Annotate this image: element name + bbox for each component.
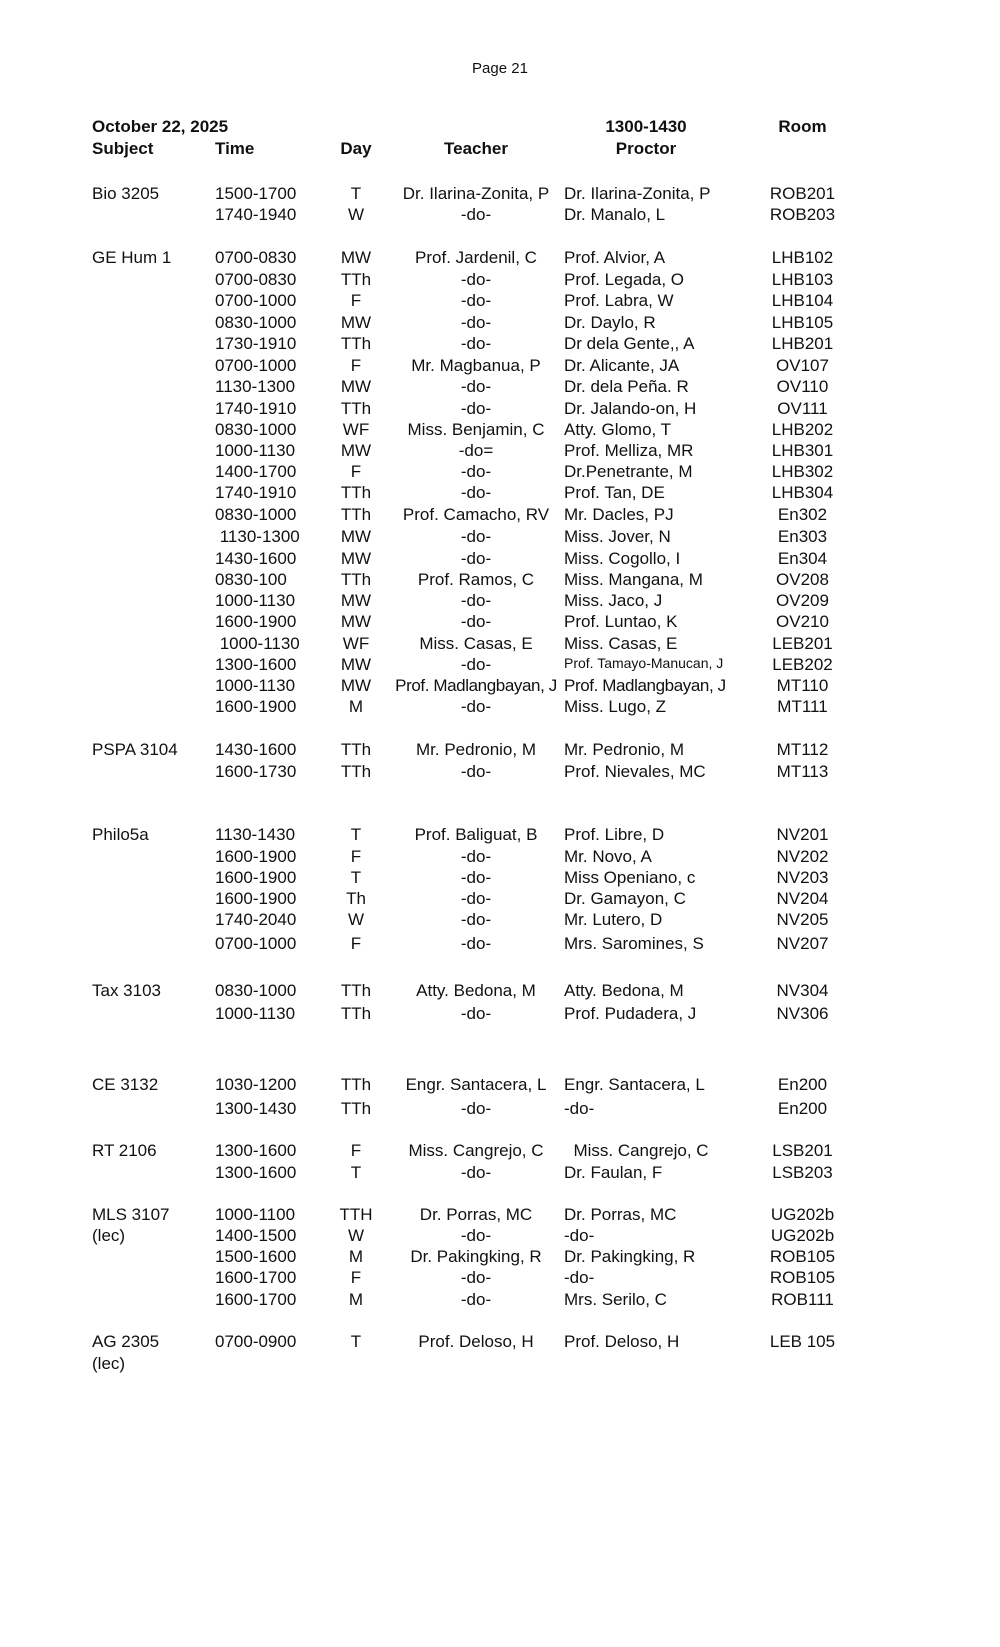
proctor-cell: Atty. Bedona, M [564, 981, 684, 1000]
proctor-cell: Dr. Faulan, F [564, 1163, 663, 1182]
time-cell: 1400-1500 [215, 1226, 297, 1245]
day-cell: TTh [340, 1099, 372, 1118]
table-row [0, 270, 1000, 292]
day-cell: M [348, 697, 364, 716]
table-row [0, 549, 1000, 571]
teacher-cell: -do= [458, 441, 494, 460]
table-row [0, 420, 1000, 442]
table-row [0, 697, 1000, 719]
room-cell: LHB301 [771, 441, 834, 460]
table-row [0, 334, 1000, 356]
proctor-cell: Dr. Porras, MC [564, 1205, 677, 1224]
proctor-cell: Prof. Nievales, MC [564, 762, 706, 781]
table-row [0, 356, 1000, 378]
day-cell: TTh [340, 334, 372, 353]
day-cell: T [350, 1332, 362, 1351]
day-cell: MW [340, 612, 372, 631]
table-row [0, 462, 1000, 484]
subject-cell: GE Hum 1 [92, 248, 172, 267]
subject-cell: Philo5a [92, 825, 149, 844]
exam-date: October 22, 2025 [92, 117, 229, 136]
proctor-cell: Prof. Alvior, A [564, 248, 666, 267]
room-cell: LHB302 [771, 462, 834, 481]
table-row [0, 527, 1000, 549]
teacher-cell: Prof. Baliguat, B [414, 825, 538, 844]
proctor-cell: Prof. Madlangbayan, J [564, 676, 726, 695]
proctor-column-header: Proctor [615, 139, 677, 158]
table-row [0, 981, 1000, 1003]
table-row [0, 1226, 1000, 1248]
teacher-cell: -do- [460, 462, 492, 481]
proctor-cell: Miss. Jaco, J [564, 591, 663, 610]
time-cell: 1600-1900 [215, 889, 297, 908]
room-cell: LHB105 [771, 313, 834, 332]
teacher-cell: -do- [460, 1004, 492, 1023]
teacher-cell: -do- [460, 868, 492, 887]
table-row [0, 1163, 1000, 1185]
proctor-cell: Mr. Novo, A [564, 847, 652, 866]
subject-cell: (lec) [92, 1226, 126, 1245]
day-cell: MW [340, 313, 372, 332]
room-cell: ROB105 [769, 1247, 836, 1266]
time-cell: 1130-1300 [215, 527, 300, 546]
proctor-cell: Dr dela Gente,, A [564, 334, 695, 353]
proctor-cell: Miss. Jover, N [564, 527, 671, 546]
day-cell: TTh [340, 483, 372, 502]
day-cell: MW [340, 377, 372, 396]
teacher-cell: -do- [460, 655, 492, 674]
room-cell: MT112 [776, 740, 829, 759]
subject-cell-line2: (lec) [92, 1354, 126, 1373]
proctor-cell: Mr. Pedronio, M [564, 740, 684, 759]
table-row [0, 1205, 1000, 1227]
subject-cell: CE 3132 [92, 1075, 159, 1094]
teacher-cell: Mr. Magbanua, P [411, 356, 541, 375]
teacher-cell: Dr. Porras, MC [419, 1205, 533, 1224]
room-cell: MT111 [777, 697, 828, 716]
day-cell: M [348, 1247, 364, 1266]
room-cell: LHB201 [771, 334, 834, 353]
table-row [0, 441, 1000, 463]
day-cell: TTh [340, 505, 372, 524]
time-cell: 1000-1130 [215, 1004, 296, 1023]
day-cell: F [350, 847, 362, 866]
day-cell: WF [342, 420, 370, 439]
time-cell: 1300-1430 [215, 1099, 297, 1118]
room-cell: ROB203 [769, 205, 836, 224]
teacher-cell: -do- [460, 205, 492, 224]
table-row [0, 910, 1000, 932]
teacher-cell: -do- [460, 313, 492, 332]
time-cell: 1000-1130 [215, 591, 296, 610]
proctor-cell: Dr. Jalando-on, H [564, 399, 697, 418]
subject-cell: PSPA 3104 [92, 740, 178, 759]
time-cell: 1500-1600 [215, 1247, 297, 1266]
teacher-cell: -do- [460, 270, 492, 289]
room-cell: LEB 105 [769, 1332, 836, 1351]
day-cell: MW [340, 248, 372, 267]
time-cell: 1740-2040 [215, 910, 297, 929]
table-row [0, 655, 1000, 677]
time-cell: 0830-1000 [215, 981, 297, 1000]
teacher-cell: Dr. Ilarina-Zonita, P [402, 184, 550, 203]
time-cell: 1600-1900 [215, 847, 297, 866]
teacher-cell: -do- [460, 591, 492, 610]
proctor-cell: Mrs. Serilo, C [564, 1290, 667, 1309]
room-cell: NV201 [776, 825, 829, 844]
room-cell: OV209 [776, 591, 829, 610]
day-cell: Th [346, 889, 366, 908]
time-cell: 1600-1900 [215, 612, 297, 631]
room-cell: NV205 [776, 910, 829, 929]
proctor-cell: Prof. Pudadera, J [564, 1004, 697, 1023]
room-cell: NV207 [776, 934, 829, 953]
proctor-cell: Atty. Glomo, T [564, 420, 672, 439]
time-cell: 1740-1940 [215, 205, 297, 224]
teacher-cell: -do- [460, 377, 492, 396]
day-cell: F [350, 1268, 362, 1287]
teacher-cell: -do- [460, 847, 492, 866]
proctor-cell: Prof. Tamayo-Manucan, J [564, 655, 724, 671]
room-cell: NV202 [776, 847, 829, 866]
room-cell: NV304 [776, 981, 829, 1000]
teacher-cell: Prof. Camacho, RV [402, 505, 550, 524]
table-row [0, 1268, 1000, 1290]
teacher-cell: Prof. Deloso, H [418, 1332, 534, 1351]
time-cell: 1130-1300 [215, 377, 296, 396]
room-cell: En200 [777, 1099, 828, 1118]
subject-column-header: Subject [92, 139, 154, 158]
time-cell: 1300-1600 [215, 1141, 297, 1160]
teacher-cell: Engr. Santacera, L [405, 1075, 547, 1094]
subject-cell: Tax 3103 [92, 981, 161, 1000]
room-cell: ROB201 [769, 184, 836, 203]
proctor-cell: -do- [564, 1226, 595, 1245]
day-cell: TTh [340, 1075, 372, 1094]
room-cell: MT113 [776, 762, 829, 781]
proctor-cell: Mr. Lutero, D [564, 910, 663, 929]
room-cell: OV110 [776, 377, 829, 396]
table-row [0, 847, 1000, 869]
time-cell: 1000-1100 [215, 1205, 296, 1224]
table-row [0, 570, 1000, 592]
table-row [0, 1004, 1000, 1026]
day-cell: T [350, 868, 362, 887]
day-cell: TTh [340, 762, 372, 781]
table-row [0, 1247, 1000, 1269]
table-row [0, 313, 1000, 335]
day-cell: TTh [340, 270, 372, 289]
subject-cell: Bio 3205 [92, 184, 160, 203]
time-cell: 1500-1700 [215, 184, 297, 203]
proctor-cell: Miss. Lugo, Z [564, 697, 667, 716]
teacher-cell: Miss. Cangrejo, C [408, 1141, 544, 1160]
day-cell: F [350, 356, 362, 375]
time-cell: 1430-1600 [215, 740, 297, 759]
room-cell: OV111 [777, 399, 828, 418]
table-row [0, 676, 1000, 698]
time-cell: 1600-1730 [215, 762, 297, 781]
room-cell: NV204 [776, 889, 829, 908]
table-row [0, 1075, 1000, 1097]
time-cell: 1030-1200 [215, 1075, 297, 1094]
proctor-cell: Mrs. Saromines, S [564, 934, 704, 953]
subject-cell: AG 2305 [92, 1332, 160, 1351]
teacher-cell: -do- [460, 1268, 492, 1287]
teacher-cell: -do- [460, 612, 492, 631]
proctor-cell: Dr. Alicante, JA [564, 356, 680, 375]
day-cell: TTh [340, 570, 372, 589]
room-cell: En303 [777, 527, 828, 546]
table-row [0, 483, 1000, 505]
table-row [0, 591, 1000, 613]
proctor-cell: Miss. Mangana, M [564, 570, 703, 589]
day-cell: TTH [339, 1205, 373, 1224]
teacher-cell: -do- [460, 889, 492, 908]
room-cell: UG202b [770, 1205, 835, 1224]
teacher-cell: -do- [460, 1099, 492, 1118]
teacher-column-header: Teacher [444, 139, 508, 158]
time-cell: 0700-1000 [215, 356, 297, 375]
teacher-cell: Prof. Madlangbayan, J [395, 676, 557, 695]
proctor-cell: -do- [564, 1099, 595, 1118]
day-cell: W [347, 910, 365, 929]
time-cell: 1730-1910 [215, 334, 297, 353]
time-cell: 1300-1600 [215, 655, 297, 674]
teacher-cell: -do- [460, 334, 492, 353]
teacher-cell: -do- [460, 697, 492, 716]
room-cell: OV107 [776, 356, 829, 375]
teacher-cell: -do- [460, 483, 492, 502]
table-row [0, 1141, 1000, 1163]
teacher-cell: -do- [460, 291, 492, 310]
proctor-cell: Dr. Pakingking, R [564, 1247, 696, 1266]
room-cell: ROB111 [771, 1290, 834, 1309]
day-cell: WF [342, 634, 370, 653]
time-cell: 1740-1910 [215, 399, 297, 418]
table-row [0, 634, 1000, 656]
table-row [0, 825, 1000, 847]
proctor-cell: Miss. Cangrejo, C [564, 1141, 709, 1160]
proctor-cell: Prof. Deloso, H [564, 1332, 680, 1351]
day-cell: MW [340, 549, 372, 568]
proctor-cell: Prof. Legada, O [564, 270, 685, 289]
time-cell: 0830-1000 [215, 313, 297, 332]
day-cell: W [347, 205, 365, 224]
table-row [0, 740, 1000, 762]
teacher-cell: -do- [460, 910, 492, 929]
time-cell: 1000-1130 [215, 676, 296, 695]
day-cell: TTh [340, 1004, 372, 1023]
proctor-cell: Prof. Libre, D [564, 825, 665, 844]
time-cell: 1000-1130 [215, 634, 300, 653]
time-cell: 1740-1910 [215, 483, 297, 502]
proctor-cell: Dr. Gamayon, C [564, 889, 686, 908]
time-cell: 1600-1700 [215, 1268, 297, 1287]
room-cell: LHB104 [771, 291, 834, 310]
room-cell: LHB103 [771, 270, 834, 289]
day-cell: MW [340, 527, 372, 546]
table-row [0, 1099, 1000, 1121]
day-cell: TTh [340, 981, 372, 1000]
teacher-cell: -do- [460, 934, 492, 953]
teacher-cell: -do- [460, 1226, 492, 1245]
time-cell: 0700-0900 [215, 1332, 297, 1351]
time-slot-header: 1300-1430 [605, 117, 687, 136]
table-row [0, 399, 1000, 421]
proctor-cell: -do- [564, 1268, 595, 1287]
table-row [0, 291, 1000, 313]
table-row [0, 934, 1000, 956]
time-cell: 1130-1430 [215, 825, 296, 844]
subject-cell: MLS 3107 [92, 1205, 170, 1224]
day-column-header: Day [340, 139, 372, 158]
proctor-cell: Dr. Ilarina-Zonita, P [564, 184, 711, 203]
proctor-cell: Mr. Dacles, PJ [564, 505, 674, 524]
teacher-cell: -do- [460, 549, 492, 568]
time-cell: 1600-1900 [215, 868, 297, 887]
time-cell: 1600-1900 [215, 697, 297, 716]
room-cell: NV306 [776, 1004, 829, 1023]
time-cell: 0830-100 [215, 570, 287, 589]
table-row [0, 1290, 1000, 1312]
table-row [0, 377, 1000, 399]
room-cell: LHB304 [771, 483, 834, 502]
teacher-cell: Miss. Casas, E [419, 634, 533, 653]
time-cell: 0830-1000 [215, 505, 297, 524]
proctor-cell: Dr.Penetrante, M [564, 462, 693, 481]
table-row [0, 505, 1000, 527]
room-cell: OV208 [776, 570, 829, 589]
day-cell: T [350, 184, 362, 203]
proctor-cell: Miss Openiano, c [564, 868, 696, 887]
room-cell: En200 [777, 1075, 828, 1094]
proctor-cell: Dr. Daylo, R [564, 313, 656, 332]
day-cell: F [350, 462, 362, 481]
room-cell: NV203 [776, 868, 829, 887]
day-cell: MW [340, 655, 372, 674]
room-cell: MT110 [776, 676, 829, 695]
teacher-cell: -do- [460, 1163, 492, 1182]
room-column-header: Room [778, 117, 827, 136]
time-column-header: Time [215, 139, 255, 158]
day-cell: F [350, 291, 362, 310]
table-row [0, 205, 1000, 227]
day-cell: MW [340, 676, 372, 695]
day-cell: M [348, 1290, 364, 1309]
teacher-cell: Prof. Ramos, C [417, 570, 535, 589]
time-cell: 0700-1000 [215, 291, 297, 310]
room-cell: LHB102 [771, 248, 834, 267]
time-cell: 1000-1130 [215, 441, 296, 460]
table-row [0, 248, 1000, 270]
room-cell: UG202b [770, 1226, 835, 1245]
teacher-cell: -do- [460, 762, 492, 781]
day-cell: F [350, 934, 362, 953]
day-cell: TTh [340, 399, 372, 418]
time-cell: 1430-1600 [215, 549, 297, 568]
proctor-cell: Prof. Luntao, K [564, 612, 678, 631]
day-cell: TTh [340, 740, 372, 759]
room-cell: LSB201 [772, 1141, 833, 1160]
time-cell: 1300-1600 [215, 1163, 297, 1182]
teacher-cell: -do- [460, 399, 492, 418]
day-cell: MW [340, 591, 372, 610]
table-row [0, 612, 1000, 634]
table-row [0, 868, 1000, 890]
time-cell: 0700-0830 [215, 248, 297, 267]
proctor-cell: Dr. Manalo, L [564, 205, 666, 224]
room-cell: En304 [777, 549, 828, 568]
teacher-cell: Atty. Bedona, M [416, 981, 536, 1000]
day-cell: T [350, 825, 362, 844]
proctor-cell: Miss. Cogollo, I [564, 549, 681, 568]
page-number: Page 21 [472, 60, 528, 77]
day-cell: F [350, 1141, 362, 1160]
table-row [0, 184, 1000, 206]
room-cell: LEB202 [772, 655, 833, 674]
proctor-cell: Prof. Tan, DE [564, 483, 665, 502]
table-row [0, 889, 1000, 911]
room-cell: LSB203 [772, 1163, 833, 1182]
table-row [0, 1332, 1000, 1373]
time-cell: 0700-1000 [215, 934, 297, 953]
time-cell: 1400-1700 [215, 462, 297, 481]
proctor-cell: Prof. Labra, W [564, 291, 674, 310]
day-cell: MW [340, 441, 372, 460]
subject-cell: RT 2106 [92, 1141, 157, 1160]
time-cell: 1600-1700 [215, 1290, 297, 1309]
teacher-cell: -do- [460, 1290, 492, 1309]
proctor-cell: Dr. dela Peña. R [564, 377, 689, 396]
teacher-cell: Dr. Pakingking, R [410, 1247, 542, 1266]
time-cell: 0700-0830 [215, 270, 297, 289]
room-cell: LEB201 [772, 634, 833, 653]
teacher-cell: Mr. Pedronio, M [416, 740, 536, 759]
room-cell: En302 [777, 505, 828, 524]
room-cell: ROB105 [769, 1268, 836, 1287]
proctor-cell: Miss. Casas, E [564, 634, 678, 653]
day-cell: T [350, 1163, 362, 1182]
day-cell: W [347, 1226, 365, 1245]
proctor-cell: Prof. Melliza, MR [564, 441, 694, 460]
time-cell: 0830-1000 [215, 420, 297, 439]
teacher-cell: Miss. Benjamin, C [407, 420, 545, 439]
room-cell: LHB202 [771, 420, 834, 439]
table-row [0, 762, 1000, 784]
teacher-cell: Prof. Jardenil, C [415, 248, 537, 267]
teacher-cell: -do- [460, 527, 492, 546]
room-cell: OV210 [776, 612, 829, 631]
proctor-cell: Engr. Santacera, L [564, 1075, 705, 1094]
